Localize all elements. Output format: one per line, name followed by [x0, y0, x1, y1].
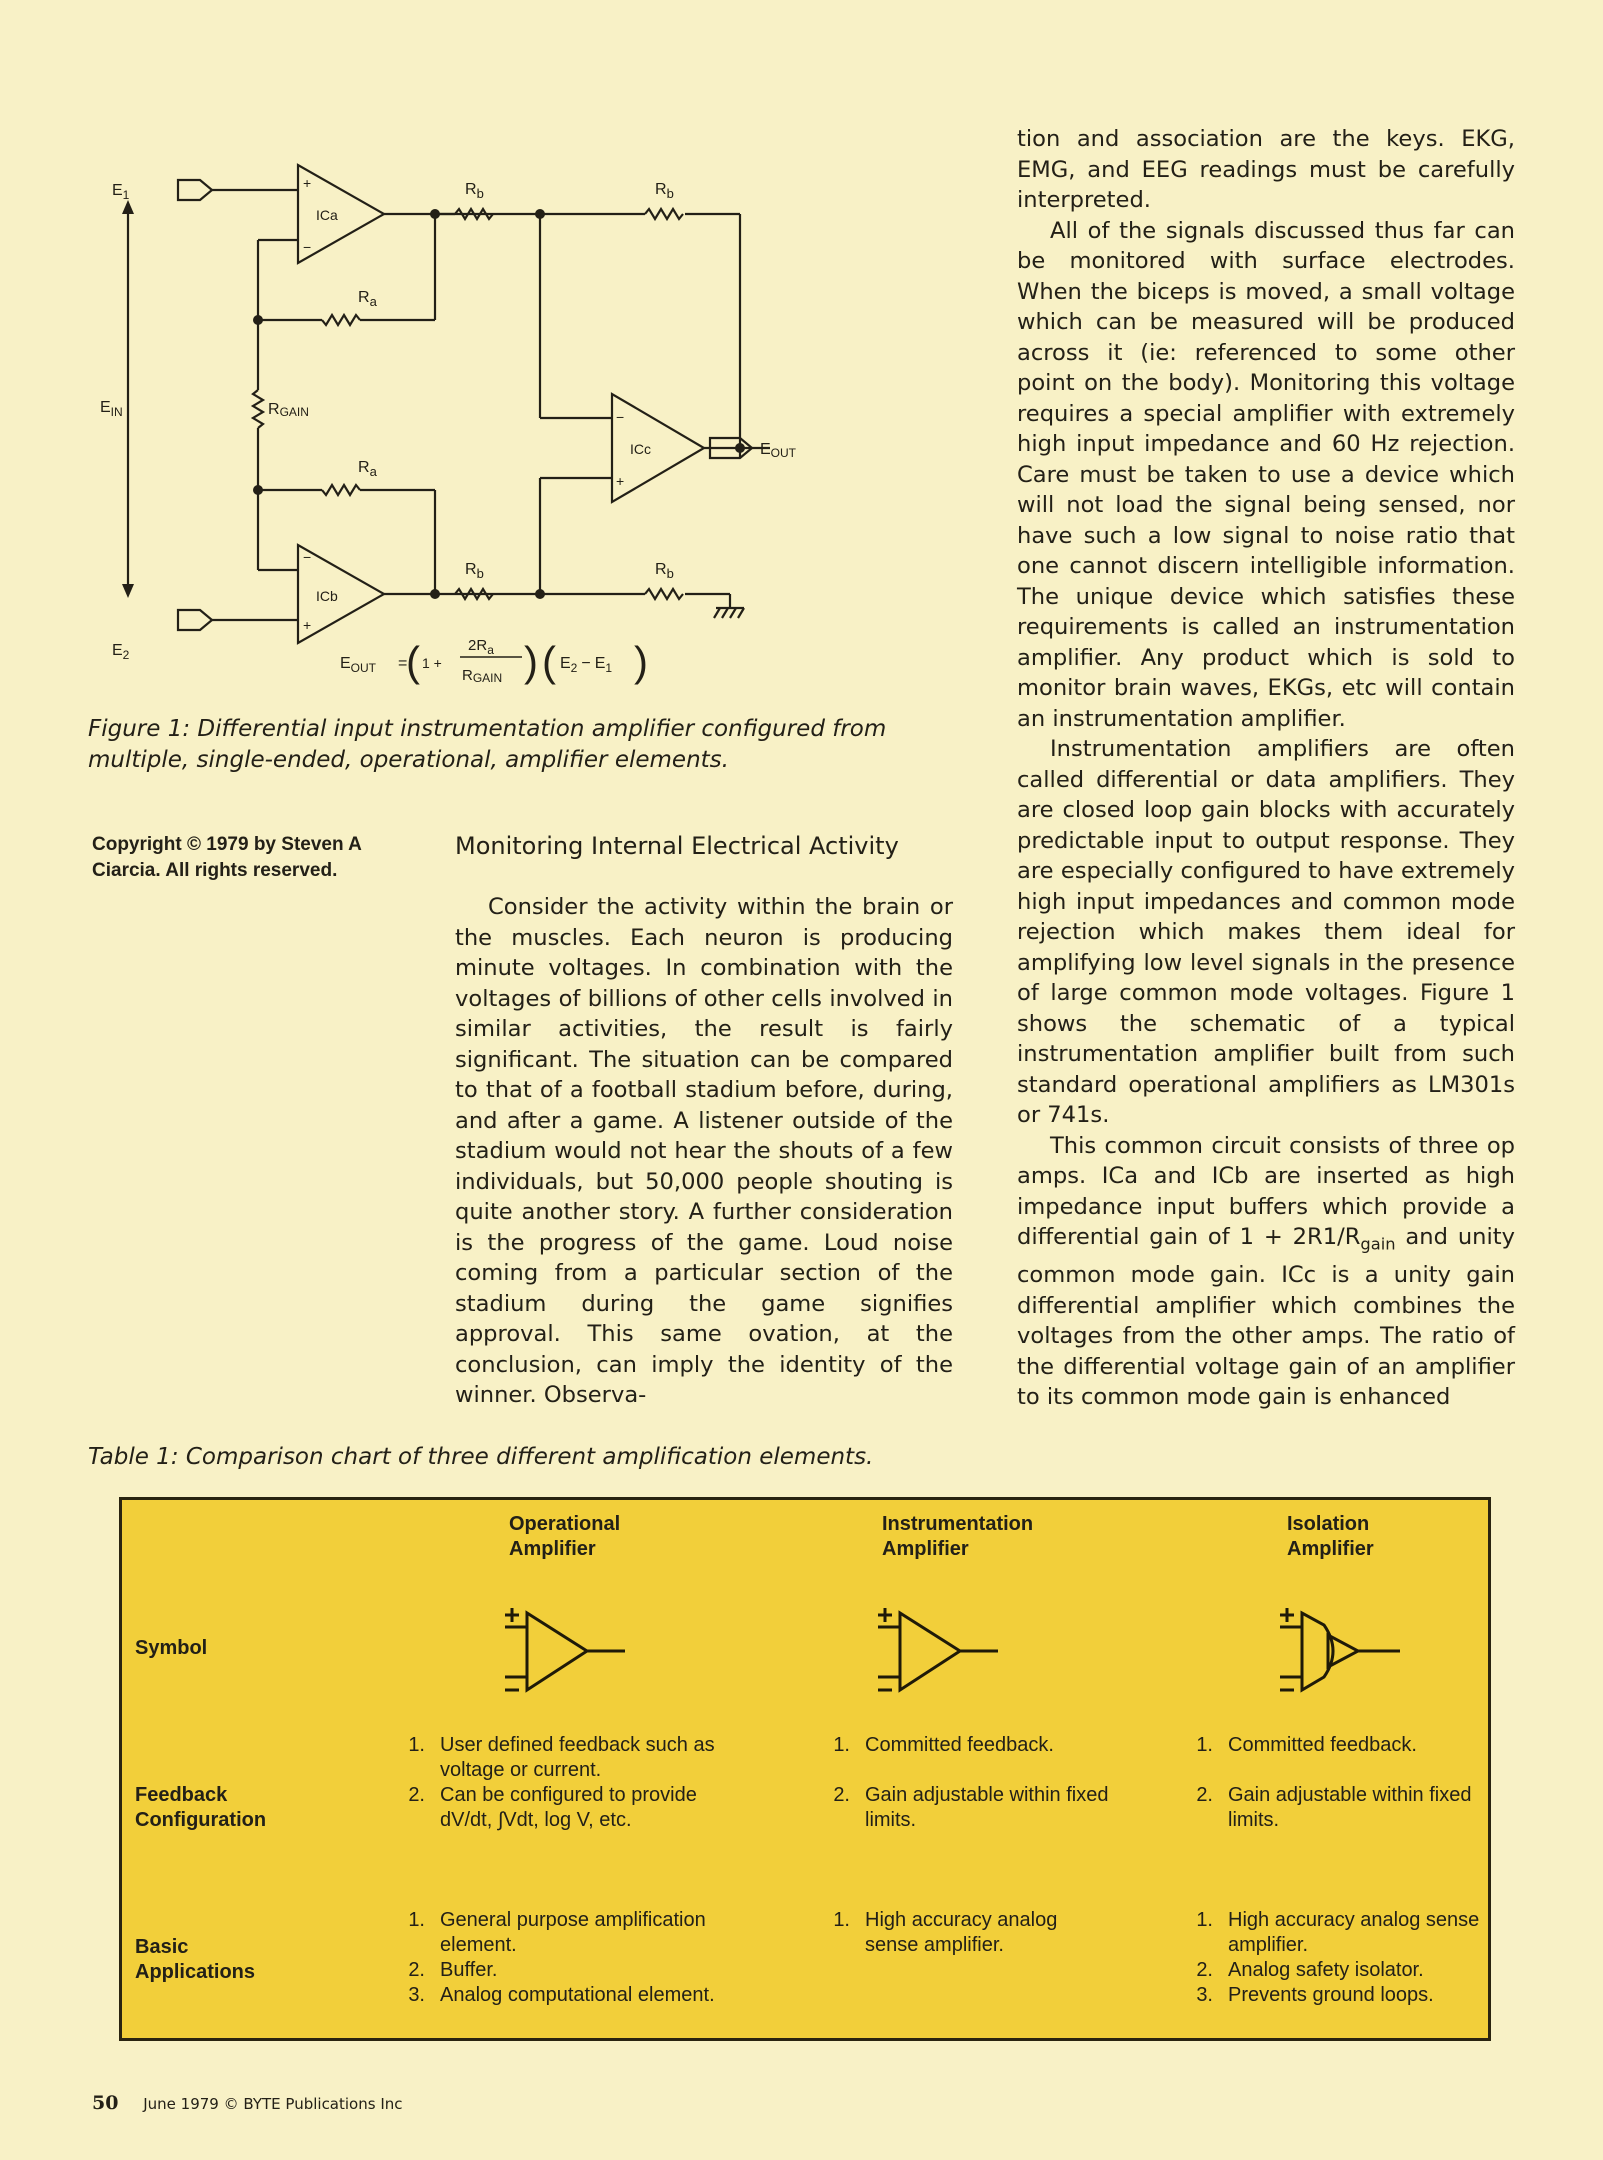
- list-item: 1. User defined feedback such as voltage or current.: [408, 1734, 715, 1781]
- e2-terminal: [178, 610, 212, 630]
- rgain-label: RGAIN: [268, 401, 309, 419]
- e1-terminal: [178, 180, 212, 200]
- list-item: 1. High accuracy analog sense amplifier.: [833, 1909, 1058, 1956]
- icc-minus-label: −: [616, 409, 625, 425]
- rb-top-right-resistor: [645, 209, 683, 219]
- right-column: [1017, 124, 1515, 1413]
- header-isolation: Isolation Amplifier: [1287, 1513, 1374, 1560]
- paragraph-stadium: Consider the activity within the brain or the muscles. Each neuron is producing minute voltages. In combination with the voltages of billions of other cells involved in similar activities, the result is fairly significant. The situation can be compared to that of a football stadium before, during, and after a game. A listener outside of the stadium would not hear the shouts of a few individuals, but 50,000 people shouting is quite another story. A further consideration is the progress of the game. Loud noise coming from a particular section of the stadium during the game signifies approval. This same ovation, at the conclusion, can imply the identity of the winner. Observa-: [455, 894, 953, 1408]
- e1-label: $E_1$: [112, 182, 130, 202]
- section-title: Monitoring Internal Electrical Activity: [455, 832, 899, 860]
- feedback-operational: [395, 1733, 715, 1833]
- icc-label: ICc: [630, 441, 651, 457]
- ica-label: ICa: [316, 207, 338, 223]
- list-item: 1. General purpose amplification element.: [408, 1909, 706, 1956]
- feedback-isolation: [1183, 1733, 1473, 1833]
- ra-top-label: $R_a$: [358, 289, 377, 309]
- ground-icon: [714, 608, 744, 618]
- list-item: 2. Gain adjustable within fixed limits.: [1196, 1784, 1472, 1831]
- ein-label: $E_{IN}$: [100, 399, 123, 419]
- list-item: 2. Analog safety isolator.: [1196, 1959, 1424, 1981]
- list-item: 3. Analog computational element.: [408, 1984, 715, 2006]
- feedback-instrumentation: [820, 1733, 1110, 1833]
- svg-text:E2−E1: $E_2 - E_1$: [560, 655, 613, 675]
- svg-text:(: (: [542, 638, 556, 685]
- rgain-resistor: [253, 390, 263, 428]
- footer-text: June 1979 © BYTE Publications Inc: [143, 2095, 403, 2113]
- list-item: 1. High accuracy analog sense amplifier.: [1196, 1909, 1480, 1956]
- icc-opamp: [612, 394, 704, 502]
- rb-bottom-right-label: $R_b$: [655, 561, 674, 581]
- applications-operational: [395, 1908, 715, 2008]
- row-label-applications: Basic Applications: [135, 1936, 256, 1983]
- rb-bottom-right-resistor: [645, 589, 683, 599]
- list-item: 1. Committed feedback.: [833, 1734, 1054, 1756]
- svg-text:2Ra: $2R_a$: [468, 637, 494, 657]
- applications-instrumentation: [820, 1908, 1110, 1958]
- list-item: 3. Prevents ground loops.: [1196, 1984, 1434, 2006]
- isolation-amp-symbol-icon: [1262, 1595, 1412, 1705]
- paragraph-common-circuit: This common circuit consists of three op amps. ICa and ICb are inserted as high impedance input buffers which provide a differential gain of $1 + 2R1/R_{gain}$ and unity common mode gain. ICc is a unity gain differential amplifier which combines the voltages from the other amps. The ratio of the differential voltage gain of an amplifier to its common mode gain is enhanced: [1017, 1132, 1515, 1411]
- list-item: 2. Gain adjustable within fixed limits.: [833, 1784, 1109, 1831]
- svg-text:): ): [524, 638, 538, 685]
- svg-text:EOUT: $E_{OUT}$: [340, 655, 377, 675]
- row-label-feedback: Feedback Configuration: [135, 1784, 267, 1831]
- rb-bottom-left-label: $R_b$: [465, 561, 484, 581]
- ra-bottom-label: $R_a$: [358, 459, 377, 479]
- list-item: 2. Can be configured to provide dV/dt, ∫Vdt, log V, etc.: [408, 1784, 697, 1831]
- table-caption: Table 1: Comparison chart of three different amplification elements.: [88, 1444, 874, 1470]
- svg-text:RGAIN: RGAIN: [462, 667, 503, 685]
- comparison-table: [119, 1497, 1491, 2041]
- rb-top-left-label: $R_b$: [465, 181, 484, 201]
- header-instrumentation: Instrumentation Amplifier: [882, 1513, 1034, 1560]
- paragraph-instrumentation: Instrumentation amplifiers are often called differential or data amplifiers. They are closed loop gain blocks with accurately predictable input to output response. They are especially configured to have extremely high input impedances and common mode rejection which makes them ideal for amplifying low level signals in the presence of large common mode voltages. Figure 1 shows the schematic of a typical instrumentation amplifier built from such standard operational amplifiers as LM301s or 741s.: [1017, 736, 1515, 1128]
- instrumentation-amp-symbol-icon: [860, 1595, 1010, 1705]
- icb-minus-label: −: [303, 549, 312, 565]
- svg-text:(: (: [406, 638, 420, 685]
- applications-isolation: [1183, 1908, 1483, 2008]
- row-label-symbol: Symbol: [135, 1637, 208, 1659]
- svg-text:): ): [634, 638, 648, 685]
- icb-plus-label: +: [303, 617, 312, 633]
- svg-text:=: =: [398, 655, 408, 672]
- svg-text:1 +: 1 +: [422, 655, 442, 671]
- ra-top-resistor: [322, 315, 360, 325]
- ra-bottom-resistor: [322, 485, 360, 495]
- list-item: 2. Buffer.: [408, 1959, 498, 1981]
- page-footer: [92, 2092, 403, 2114]
- icc-plus-label: +: [616, 473, 625, 489]
- page-number: 50: [92, 2092, 119, 2114]
- list-item: 1. Committed feedback.: [1196, 1734, 1417, 1756]
- copyright-notice: Copyright © 1979 by Steven A Ciarcia. All rights reserved.: [92, 834, 362, 881]
- eout-label: EOUT: [760, 441, 797, 460]
- e2-label: $E_2$: [112, 642, 130, 662]
- instrumentation-amplifier-schematic: [100, 150, 797, 690]
- ica-minus-label: −: [303, 239, 312, 255]
- paragraph-signals: All of the signals discussed thus far can be monitored with surface electrodes. When the biceps is moved, a small voltage which can be measured will be produced across it (ie: referenced to some other point on the body). Monitoring this voltage requires a special amplifier with extremely high input impedance and 60 Hz rejection. Care must be taken to use a device which will not load the signal being sensed, nor have such a low signal to noise ratio that one cannot discern intelligible information. The unique device which satisfies these requirements is called an instrumentation amplifier. Any product which is sold to monitor brain waves, EKGs, etc will contain an instrumentation amplifier.: [1017, 217, 1515, 732]
- gain-formula: [340, 637, 648, 685]
- figure-caption: Figure 1: Differential input instrumentation amplifier configured from multiple, single-ended, operational, amplifier elements.: [88, 716, 887, 773]
- middle-column: [455, 830, 953, 1411]
- ica-plus-label: +: [303, 175, 312, 191]
- paragraph-observation: tion and association are the keys. EKG, EMG, and EEG readings must be carefully interpreted.: [1017, 126, 1515, 213]
- rb-top-right-label: $R_b$: [655, 181, 674, 201]
- icb-label: ICb: [316, 588, 338, 604]
- opamp-symbol-icon: [487, 1595, 637, 1705]
- header-operational: Operational Amplifier: [509, 1513, 621, 1560]
